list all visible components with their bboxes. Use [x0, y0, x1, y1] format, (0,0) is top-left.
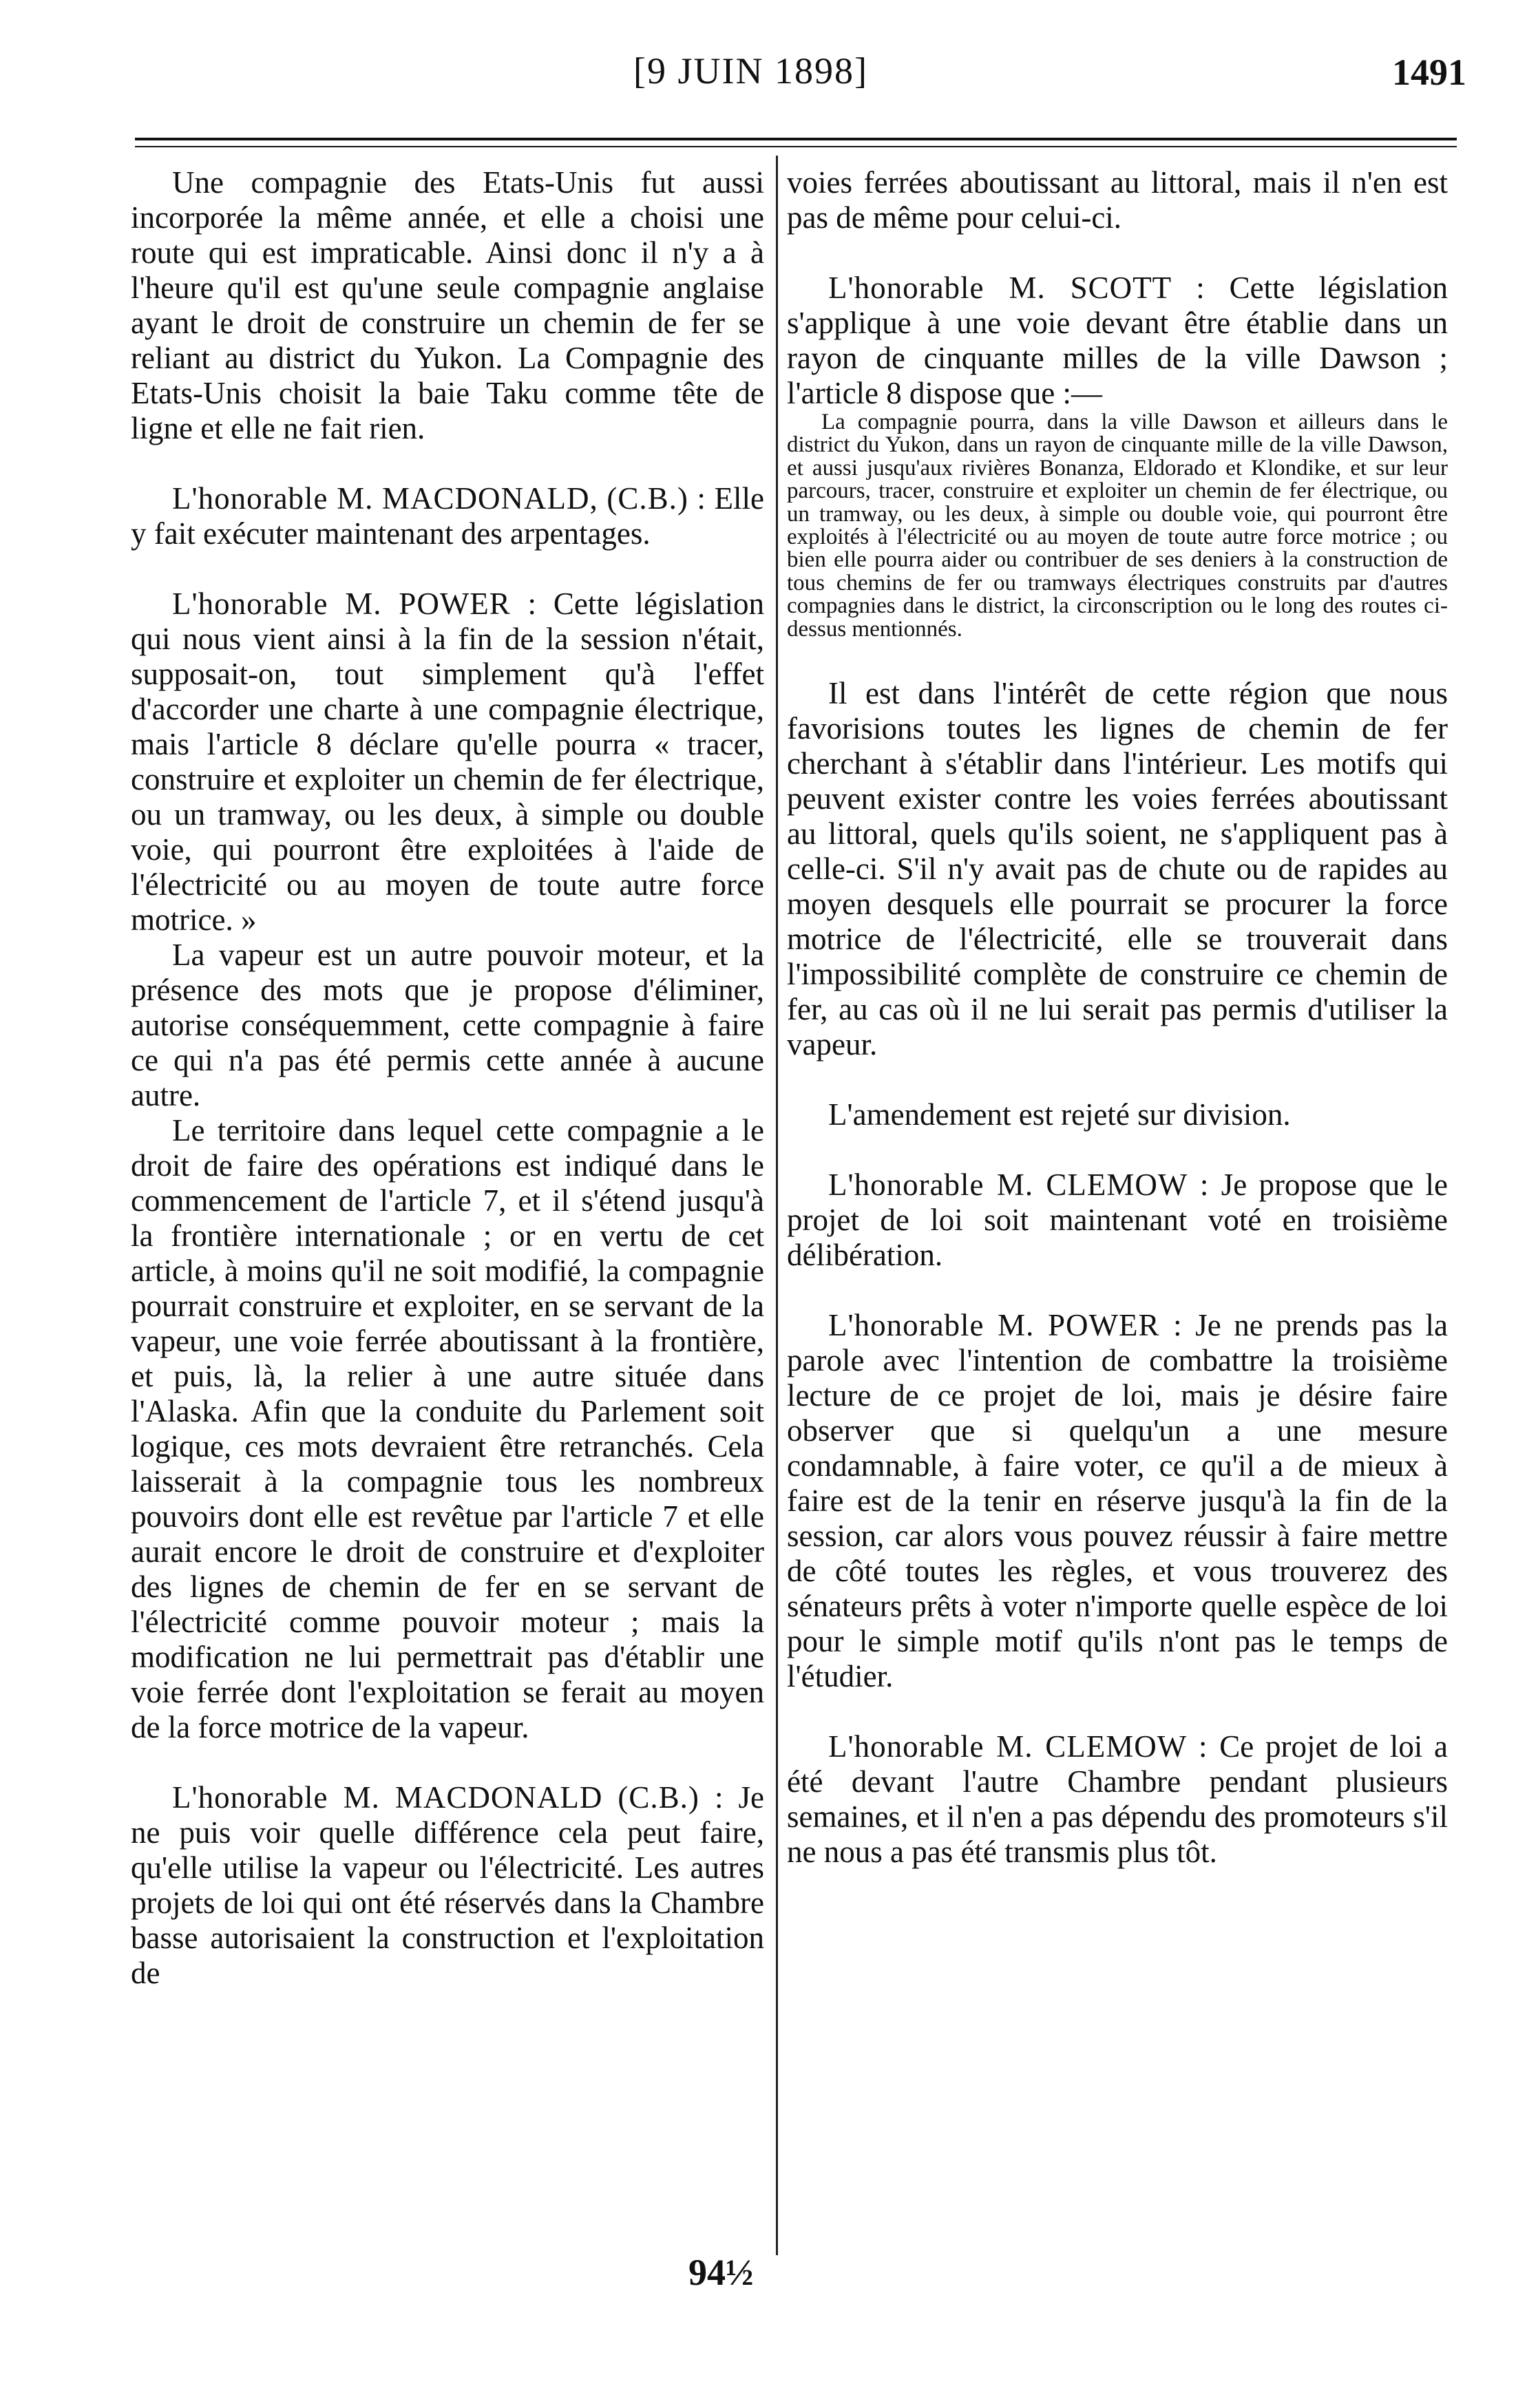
column-divider: [776, 156, 778, 2255]
paragraph-text: L'amendement est rejeté sur division.: [828, 1097, 1291, 1132]
signature-mark: 94½: [688, 2252, 754, 2293]
speech-text: Je ne puis voir quelle différence cela peut faire, qu'elle utilise la vapeur ou l'électricité. Les autres projets de loi qui ont été réservés dans la Chambre basse autorisaient la construction et l'exploitation de: [131, 1780, 765, 1990]
speaker-name: L'honorable M. POWER :: [828, 1308, 1183, 1343]
speech-paragraph: [787, 1729, 1448, 1870]
speaker-name: L'honorable M. MACDONALD, (C.B.) :: [172, 481, 706, 516]
paragraph-text: Une compagnie des Etats-Unis fut aussi incorporée la même année, et elle a choisi une route qui est impraticable. Ainsi donc il n'y a à l'heure qu'il est qu'une seule compagnie anglaise ayant le droit de construire un chemin de fer se reliant au district du Yukon. La Compagnie des Etats-Unis choisit la baie Taku comme tête de ligne et elle ne fait rien.: [131, 165, 764, 445]
speech-paragraph: [131, 1780, 764, 1991]
quoted-article: La compagnie pourra, dans la ville Dawson et ailleurs dans le district du Yukon, dans un rayon de cinquante mille de la ville Dawson, et aussi jusqu'aux rivières Bonanza, Eldorado et Klondike, et sur leur parcours, tracer, construire et exploiter un chemin de fer électrique, ou un tramway, ou les deux, à simple ou double voie, qui pourront être exploités à l'électricité ou au moyen de toute autre force motrice ; ou bien elle pourra aider ou contribuer de ses deniers à la construction de tous chemins de fer ou tramways électriques construits par d'autres compagnies dans le district, la circonscription ou le long des routes ci-dessus mentionnés.: [787, 410, 1448, 642]
paragraph-text: voies ferrées aboutissant au littoral, mais il n'en est pas de même pour celui-ci.: [787, 165, 1448, 235]
speech-text: Cette législation s'applique à une voie devant être établie dans un rayon de cinquante milles de la ville Dawson ; l'article 8 dispose que :—: [787, 271, 1449, 410]
speech-text: Elle y fait exécuter maintenant des arpentages.: [131, 481, 765, 551]
right-column: [787, 165, 1448, 1870]
header-rule-thin: [135, 146, 1457, 147]
header-rule-thick: [135, 138, 1457, 140]
speech-paragraph: [131, 481, 764, 551]
speech-text: Cette législation qui nous vient ainsi à la fin de la session n'était, supposait-on, tout simplement qu'à l'effet d'accorder une charte à une compagnie électrique, mais l'article 8 déclare qu'elle pourra « tracer, construire et exploiter un chemin de fer électrique, ou un tramway, ou les deux, à simple ou double voie, qui pourront être exploitées à l'aide de l'électricité ou au moyen de toute autre force motrice. »: [131, 587, 765, 937]
speech-paragraph: [787, 271, 1448, 411]
paragraph: [787, 1097, 1448, 1132]
speaker-name: L'honorable M. SCOTT :: [828, 271, 1205, 305]
speaker-name: L'honorable M. POWER :: [172, 587, 538, 621]
paragraph: [131, 1113, 764, 1745]
paragraph: [131, 938, 764, 1113]
speech-text: Je ne prends pas la parole avec l'intention de combattre la troisième lecture de ce projet de loi, mais je désire faire observer que si quelqu'un a une mesure condamnable, à faire voter, ce qu'il a de mieux à faire est de la tenir en réserve jusqu'à la fin de la session, car alors vous pouvez réussir à faire mettre de côté toutes les règles, et vous trouverez des sénateurs prêts à voter n'importe quelle espèce de loi pour le simple motif qu'ils n'ont pas le temps de l'étudier.: [787, 1308, 1449, 1694]
paragraph: [131, 165, 764, 446]
page-number: 1491: [1392, 52, 1466, 93]
speaker-name: L'honorable M. CLEMOW :: [828, 1168, 1210, 1203]
speech-text: Je propose que le projet de loi soit maintenant voté en troisième délibération.: [787, 1168, 1449, 1273]
paragraph-text: La vapeur est un autre pouvoir moteur, et la présence des mots que je propose d'éliminer, autorise conséquemment, cette compagnie à faire ce qui n'a pas été permis cette année à aucune autre.: [131, 938, 764, 1112]
page-date: [9 JUIN 1898]: [633, 50, 868, 92]
speech-paragraph: [131, 587, 764, 938]
paragraph: [787, 165, 1448, 235]
speaker-name: L'honorable M. MACDONALD (C.B.) :: [172, 1780, 724, 1815]
paragraph: [787, 676, 1448, 1062]
speech-text: Ce projet de loi a été devant l'autre Chambre pendant plusieurs semaines, et il n'en a pas dépendu des promoteurs s'il ne nous a pas été transmis plus tôt.: [787, 1729, 1448, 1870]
speech-paragraph: [787, 1168, 1448, 1273]
paragraph-text: Le territoire dans lequel cette compagnie a le droit de faire des opérations est indiqué dans le commencement de l'article 7, et il s'étend jusqu'à la frontière internationale ; or en vertu de cet article, à moins qu'il ne soit modifié, la compagnie pourrait construire et exploiter, en se servant de la vapeur, une voie ferrée aboutissant à la frontière, et puis, là, la relier à une autre située dans l'Alaska. Afin que la conduite du Parlement soit logique, ces mots devraient être retranchés. Cela laisserait à la compagnie tous les nombreux pouvoirs dont elle est revêtue par l'article 7 et elle aurait encore le droit de construire et d'exploiter des lignes de chemin de fer en se servant de l'électricité comme pouvoir moteur ; mais la modification ne lui permettrait pas d'établir une voie ferrée dont l'exploitation se ferait au moyen de la force motrice de la vapeur.: [131, 1113, 764, 1744]
speech-paragraph: [787, 1308, 1448, 1694]
paragraph-text: Il est dans l'intérêt de cette région que nous favorisions toutes les lignes de chemin de fer cherchant à s'établir dans l'intérieur. Les motifs qui peuvent exister contre les voies ferrées aboutissant au littoral, quels qu'ils soient, ne s'appliquent pas à celle-ci. S'il n'y avait pas de chute ou de rapides au moyen desquels elle pourrait se procurer la force motrice de l'électricité, elle se trouverait dans l'impossibilité complète de construire ce chemin de fer, au cas où il ne lui serait pas permis d'utiliser la vapeur.: [787, 676, 1448, 1062]
speaker-name: L'honorable M. CLEMOW :: [828, 1729, 1208, 1764]
left-column: [131, 165, 764, 1991]
